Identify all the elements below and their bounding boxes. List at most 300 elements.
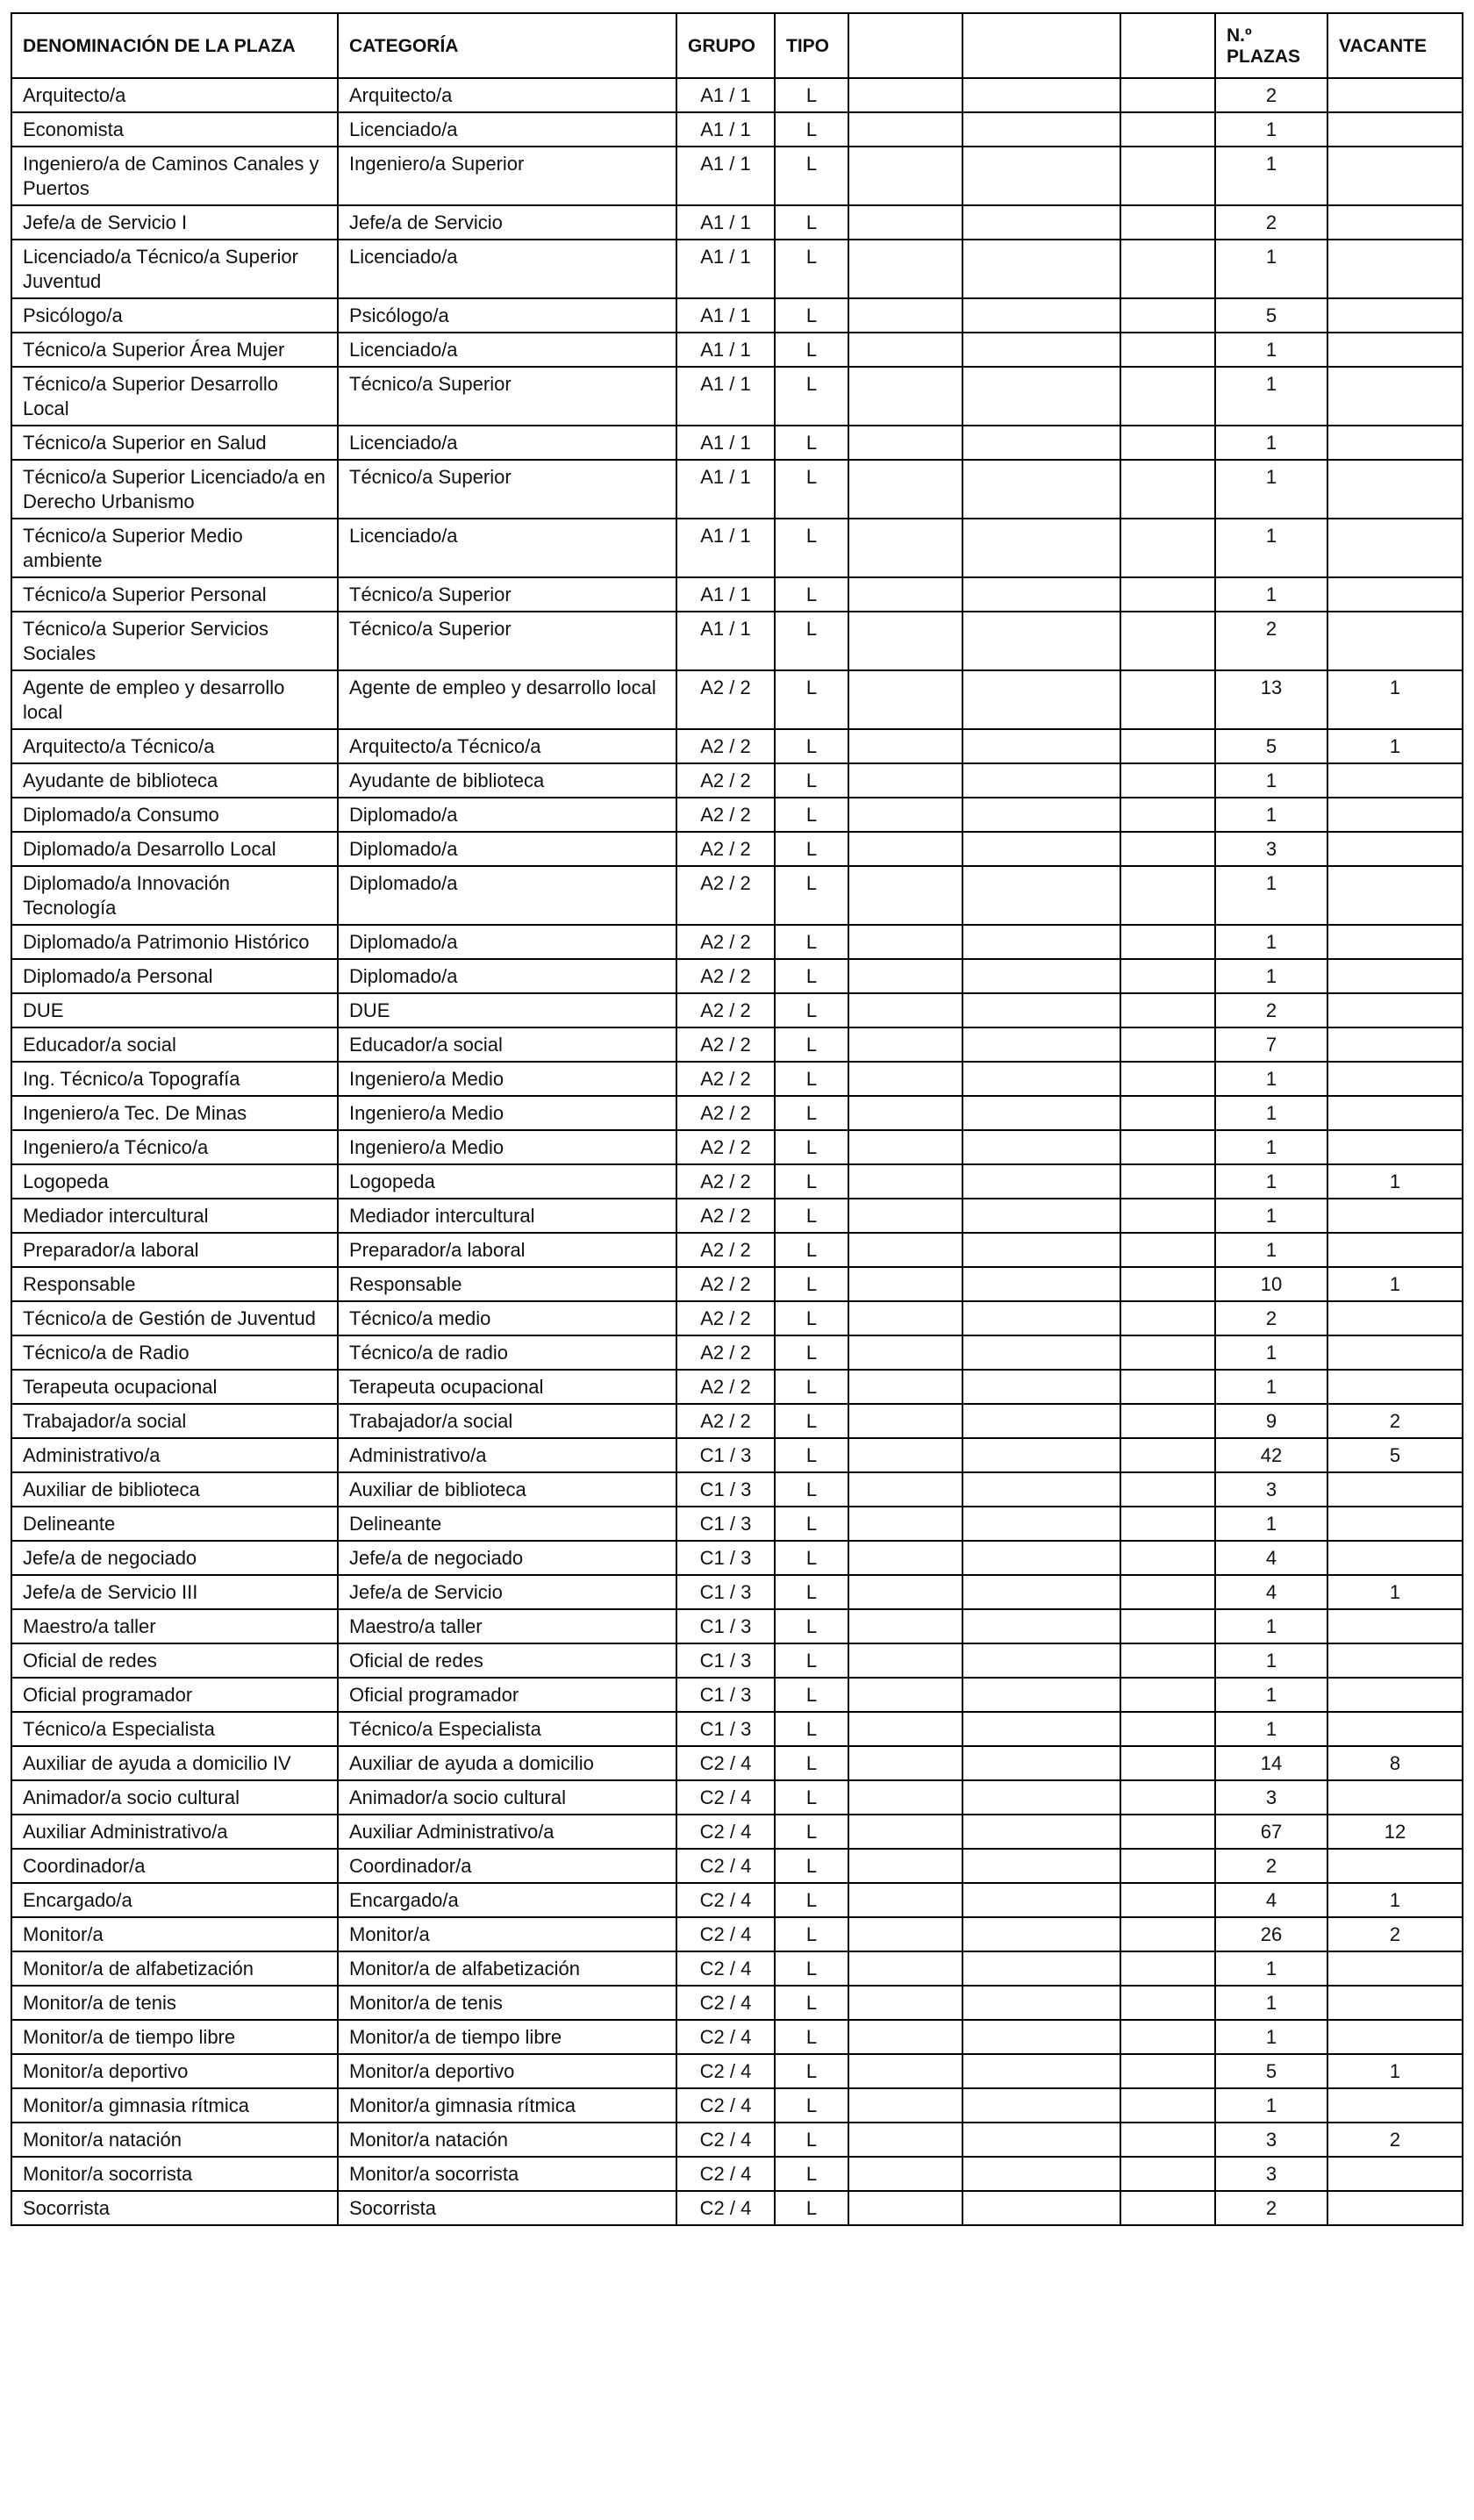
cell-tipo: L — [775, 1917, 848, 1951]
cell-tipo: L — [775, 1849, 848, 1883]
cell-blank-2 — [962, 2020, 1120, 2054]
cell-blank-1 — [848, 1849, 962, 1883]
cell-blank-3 — [1120, 519, 1215, 577]
table-row — [11, 78, 1463, 112]
cell-vacante — [1327, 1370, 1463, 1404]
cell-blank-3 — [1120, 1370, 1215, 1404]
cell-tipo: L — [775, 1438, 848, 1472]
cell-vacante — [1327, 1643, 1463, 1678]
header-vacante: VACANTE — [1327, 13, 1463, 78]
cell-tipo: L — [775, 866, 848, 925]
cell-categoria: Licenciado/a — [338, 112, 676, 147]
cell-blank-3 — [1120, 2191, 1215, 2225]
cell-plazas: 5 — [1215, 2054, 1327, 2088]
cell-blank-2 — [962, 333, 1120, 367]
cell-blank-2 — [962, 1438, 1120, 1472]
cell-blank-3 — [1120, 729, 1215, 763]
cell-blank-3 — [1120, 670, 1215, 729]
cell-categoria: Diplomado/a — [338, 925, 676, 959]
table-row — [11, 1164, 1463, 1199]
cell-grupo: C1 / 3 — [676, 1472, 775, 1507]
cell-denominacion: Ingeniero/a Técnico/a — [11, 1130, 338, 1164]
table-row — [11, 426, 1463, 460]
cell-tipo: L — [775, 1370, 848, 1404]
cell-plazas: 14 — [1215, 1746, 1327, 1780]
cell-denominacion: Ing. Técnico/a Topografía — [11, 1062, 338, 1096]
cell-plazas: 13 — [1215, 670, 1327, 729]
cell-blank-3 — [1120, 763, 1215, 798]
cell-vacante — [1327, 798, 1463, 832]
cell-categoria: Auxiliar de ayuda a domicilio — [338, 1746, 676, 1780]
cell-grupo: C2 / 4 — [676, 1746, 775, 1780]
cell-categoria: Terapeuta ocupacional — [338, 1370, 676, 1404]
cell-categoria: Monitor/a de tenis — [338, 1986, 676, 2020]
cell-vacante — [1327, 78, 1463, 112]
cell-plazas: 10 — [1215, 1267, 1327, 1301]
cell-grupo: A2 / 2 — [676, 798, 775, 832]
cell-blank-1 — [848, 333, 962, 367]
cell-grupo: C2 / 4 — [676, 1951, 775, 1986]
cell-vacante: 12 — [1327, 1815, 1463, 1849]
cell-blank-1 — [848, 1712, 962, 1746]
cell-categoria: Delineante — [338, 1507, 676, 1541]
cell-vacante — [1327, 240, 1463, 298]
cell-plazas: 1 — [1215, 2088, 1327, 2123]
cell-blank-3 — [1120, 1746, 1215, 1780]
cell-grupo: A1 / 1 — [676, 333, 775, 367]
cell-grupo: C2 / 4 — [676, 2054, 775, 2088]
cell-blank-2 — [962, 1130, 1120, 1164]
cell-blank-2 — [962, 1917, 1120, 1951]
cell-blank-3 — [1120, 866, 1215, 925]
cell-blank-3 — [1120, 2088, 1215, 2123]
cell-blank-1 — [848, 1130, 962, 1164]
cell-categoria: Jefe/a de Servicio — [338, 205, 676, 240]
cell-tipo: L — [775, 298, 848, 333]
cell-vacante — [1327, 298, 1463, 333]
table-row — [11, 763, 1463, 798]
cell-plazas: 2 — [1215, 1849, 1327, 1883]
cell-plazas: 1 — [1215, 426, 1327, 460]
cell-categoria: Técnico/a Especialista — [338, 1712, 676, 1746]
cell-categoria: Animador/a socio cultural — [338, 1780, 676, 1815]
table-row — [11, 1335, 1463, 1370]
table-row — [11, 577, 1463, 612]
cell-blank-3 — [1120, 1233, 1215, 1267]
table-body — [11, 78, 1463, 2225]
cell-vacante: 1 — [1327, 1267, 1463, 1301]
cell-vacante — [1327, 1849, 1463, 1883]
cell-blank-1 — [848, 1062, 962, 1096]
table-row — [11, 1027, 1463, 1062]
cell-grupo: A2 / 2 — [676, 832, 775, 866]
cell-blank-2 — [962, 729, 1120, 763]
cell-blank-3 — [1120, 2054, 1215, 2088]
cell-plazas: 4 — [1215, 1541, 1327, 1575]
cell-blank-3 — [1120, 2123, 1215, 2157]
cell-denominacion: Arquitecto/a Técnico/a — [11, 729, 338, 763]
cell-blank-1 — [848, 1438, 962, 1472]
cell-categoria: Técnico/a Superior — [338, 367, 676, 426]
cell-denominacion: Jefe/a de negociado — [11, 1541, 338, 1575]
cell-plazas: 5 — [1215, 298, 1327, 333]
cell-categoria: Licenciado/a — [338, 426, 676, 460]
cell-blank-2 — [962, 1849, 1120, 1883]
cell-categoria: Administrativo/a — [338, 1438, 676, 1472]
header-blank-3 — [1120, 13, 1215, 78]
cell-plazas: 2 — [1215, 993, 1327, 1027]
cell-grupo: A2 / 2 — [676, 1267, 775, 1301]
table-row — [11, 1678, 1463, 1712]
table-row — [11, 1438, 1463, 1472]
cell-blank-3 — [1120, 1096, 1215, 1130]
cell-blank-2 — [962, 2157, 1120, 2191]
cell-categoria: Técnico/a Superior — [338, 577, 676, 612]
cell-blank-1 — [848, 993, 962, 1027]
cell-tipo: L — [775, 1472, 848, 1507]
cell-plazas: 1 — [1215, 460, 1327, 519]
cell-blank-3 — [1120, 1438, 1215, 1472]
cell-tipo: L — [775, 78, 848, 112]
cell-categoria: Licenciado/a — [338, 333, 676, 367]
cell-blank-2 — [962, 1883, 1120, 1917]
cell-plazas: 1 — [1215, 577, 1327, 612]
cell-blank-2 — [962, 78, 1120, 112]
cell-grupo: A2 / 2 — [676, 1301, 775, 1335]
cell-plazas: 2 — [1215, 78, 1327, 112]
cell-grupo: A2 / 2 — [676, 1199, 775, 1233]
cell-tipo: L — [775, 2191, 848, 2225]
cell-vacante — [1327, 460, 1463, 519]
cell-blank-1 — [848, 1164, 962, 1199]
cell-grupo: A2 / 2 — [676, 1404, 775, 1438]
cell-vacante — [1327, 1712, 1463, 1746]
cell-blank-2 — [962, 2191, 1120, 2225]
header-blank-1 — [848, 13, 962, 78]
cell-blank-1 — [848, 1575, 962, 1609]
cell-plazas: 1 — [1215, 147, 1327, 205]
table-row — [11, 367, 1463, 426]
cell-denominacion: Técnico/a Superior en Salud — [11, 426, 338, 460]
cell-tipo: L — [775, 763, 848, 798]
cell-denominacion: Técnico/a Superior Licenciado/a en Derecho Urbanismo — [11, 460, 338, 519]
cell-plazas: 1 — [1215, 1507, 1327, 1541]
cell-blank-1 — [848, 2123, 962, 2157]
table-row — [11, 1541, 1463, 1575]
cell-vacante — [1327, 763, 1463, 798]
table-row — [11, 1986, 1463, 2020]
cell-denominacion: Ayudante de biblioteca — [11, 763, 338, 798]
cell-grupo: A2 / 2 — [676, 1370, 775, 1404]
cell-vacante — [1327, 426, 1463, 460]
cell-categoria: Licenciado/a — [338, 240, 676, 298]
cell-grupo: C2 / 4 — [676, 1780, 775, 1815]
cell-grupo: A2 / 2 — [676, 1335, 775, 1370]
cell-blank-3 — [1120, 798, 1215, 832]
cell-blank-2 — [962, 763, 1120, 798]
cell-blank-2 — [962, 426, 1120, 460]
cell-tipo: L — [775, 1335, 848, 1370]
cell-plazas: 1 — [1215, 519, 1327, 577]
cell-blank-1 — [848, 426, 962, 460]
cell-blank-3 — [1120, 1951, 1215, 1986]
cell-blank-3 — [1120, 1678, 1215, 1712]
cell-tipo: L — [775, 2020, 848, 2054]
cell-blank-3 — [1120, 1780, 1215, 1815]
cell-grupo: A2 / 2 — [676, 1027, 775, 1062]
cell-blank-3 — [1120, 1883, 1215, 1917]
cell-plazas: 1 — [1215, 798, 1327, 832]
cell-grupo: A1 / 1 — [676, 367, 775, 426]
cell-blank-3 — [1120, 2020, 1215, 2054]
cell-grupo: C2 / 4 — [676, 2191, 775, 2225]
cell-blank-1 — [848, 460, 962, 519]
table-row — [11, 1849, 1463, 1883]
cell-plazas: 3 — [1215, 832, 1327, 866]
cell-denominacion: Agente de empleo y desarrollo local — [11, 670, 338, 729]
table-row — [11, 1575, 1463, 1609]
table-row — [11, 2123, 1463, 2157]
cell-plazas: 1 — [1215, 1096, 1327, 1130]
cell-denominacion: Trabajador/a social — [11, 1404, 338, 1438]
cell-blank-1 — [848, 1404, 962, 1438]
cell-denominacion: Preparador/a laboral — [11, 1233, 338, 1267]
table-row — [11, 2054, 1463, 2088]
cell-vacante — [1327, 1678, 1463, 1712]
cell-denominacion: Diplomado/a Personal — [11, 959, 338, 993]
cell-blank-2 — [962, 612, 1120, 670]
cell-denominacion: Psicólogo/a — [11, 298, 338, 333]
cell-blank-3 — [1120, 925, 1215, 959]
cell-tipo: L — [775, 2157, 848, 2191]
plazas-table — [11, 12, 1463, 2226]
cell-denominacion: Auxiliar de ayuda a domicilio IV — [11, 1746, 338, 1780]
cell-categoria: Monitor/a deportivo — [338, 2054, 676, 2088]
header-row — [11, 13, 1463, 78]
table-row — [11, 1951, 1463, 1986]
cell-blank-3 — [1120, 1507, 1215, 1541]
cell-plazas: 9 — [1215, 1404, 1327, 1438]
cell-blank-2 — [962, 2054, 1120, 2088]
cell-grupo: A1 / 1 — [676, 460, 775, 519]
cell-blank-1 — [848, 729, 962, 763]
cell-blank-2 — [962, 959, 1120, 993]
cell-categoria: Ingeniero/a Medio — [338, 1130, 676, 1164]
cell-blank-3 — [1120, 426, 1215, 460]
cell-grupo: A2 / 2 — [676, 1164, 775, 1199]
cell-vacante — [1327, 1541, 1463, 1575]
cell-tipo: L — [775, 1780, 848, 1815]
cell-denominacion: Administrativo/a — [11, 1438, 338, 1472]
cell-blank-2 — [962, 2123, 1120, 2157]
cell-plazas: 7 — [1215, 1027, 1327, 1062]
table-row — [11, 1883, 1463, 1917]
cell-blank-3 — [1120, 1335, 1215, 1370]
cell-plazas: 42 — [1215, 1438, 1327, 1472]
cell-tipo: L — [775, 1746, 848, 1780]
cell-blank-1 — [848, 866, 962, 925]
cell-blank-3 — [1120, 1917, 1215, 1951]
cell-blank-3 — [1120, 1575, 1215, 1609]
cell-tipo: L — [775, 2123, 848, 2157]
cell-grupo: C1 / 3 — [676, 1541, 775, 1575]
cell-grupo: C2 / 4 — [676, 2123, 775, 2157]
cell-denominacion: Logopeda — [11, 1164, 338, 1199]
cell-denominacion: Oficial programador — [11, 1678, 338, 1712]
table-row — [11, 1233, 1463, 1267]
cell-vacante — [1327, 832, 1463, 866]
cell-vacante — [1327, 333, 1463, 367]
cell-plazas: 1 — [1215, 1370, 1327, 1404]
cell-tipo: L — [775, 1507, 848, 1541]
cell-plazas: 1 — [1215, 333, 1327, 367]
table-row — [11, 147, 1463, 205]
cell-denominacion: Monitor/a de tenis — [11, 1986, 338, 2020]
table-row — [11, 729, 1463, 763]
cell-grupo: C1 / 3 — [676, 1678, 775, 1712]
cell-tipo: L — [775, 1164, 848, 1199]
cell-blank-1 — [848, 2020, 962, 2054]
cell-tipo: L — [775, 1883, 848, 1917]
cell-vacante: 2 — [1327, 1917, 1463, 1951]
cell-denominacion: Socorrista — [11, 2191, 338, 2225]
cell-plazas: 1 — [1215, 1164, 1327, 1199]
cell-plazas: 2 — [1215, 1301, 1327, 1335]
cell-categoria: Diplomado/a — [338, 798, 676, 832]
table-row — [11, 925, 1463, 959]
cell-denominacion: Técnico/a Superior Desarrollo Local — [11, 367, 338, 426]
cell-blank-2 — [962, 1609, 1120, 1643]
header-grupo: GRUPO — [676, 13, 775, 78]
cell-plazas: 3 — [1215, 1472, 1327, 1507]
cell-denominacion: Terapeuta ocupacional — [11, 1370, 338, 1404]
cell-vacante — [1327, 1472, 1463, 1507]
table-row — [11, 670, 1463, 729]
cell-blank-1 — [848, 367, 962, 426]
cell-plazas: 1 — [1215, 1199, 1327, 1233]
cell-blank-1 — [848, 1027, 962, 1062]
table-row — [11, 112, 1463, 147]
cell-vacante: 1 — [1327, 2054, 1463, 2088]
cell-plazas: 1 — [1215, 2020, 1327, 2054]
cell-blank-2 — [962, 1746, 1120, 1780]
cell-tipo: L — [775, 1199, 848, 1233]
cell-vacante: 2 — [1327, 2123, 1463, 2157]
cell-categoria: Diplomado/a — [338, 959, 676, 993]
cell-blank-3 — [1120, 298, 1215, 333]
table-row — [11, 298, 1463, 333]
cell-blank-2 — [962, 993, 1120, 1027]
cell-blank-3 — [1120, 959, 1215, 993]
cell-plazas: 1 — [1215, 1130, 1327, 1164]
cell-denominacion: Técnico/a Especialista — [11, 1712, 338, 1746]
cell-vacante — [1327, 1027, 1463, 1062]
cell-vacante — [1327, 959, 1463, 993]
cell-plazas: 1 — [1215, 1712, 1327, 1746]
cell-tipo: L — [775, 612, 848, 670]
cell-categoria: Diplomado/a — [338, 866, 676, 925]
cell-plazas: 2 — [1215, 612, 1327, 670]
table-row — [11, 1609, 1463, 1643]
cell-categoria: Jefe/a de Servicio — [338, 1575, 676, 1609]
cell-blank-3 — [1120, 1815, 1215, 1849]
cell-plazas: 1 — [1215, 1062, 1327, 1096]
cell-tipo: L — [775, 205, 848, 240]
cell-grupo: A2 / 2 — [676, 1096, 775, 1130]
cell-denominacion: Monitor/a de tiempo libre — [11, 2020, 338, 2054]
cell-tipo: L — [775, 1027, 848, 1062]
cell-vacante — [1327, 1609, 1463, 1643]
table-row — [11, 205, 1463, 240]
cell-blank-3 — [1120, 1712, 1215, 1746]
cell-vacante — [1327, 205, 1463, 240]
cell-plazas: 1 — [1215, 925, 1327, 959]
cell-categoria: Arquitecto/a — [338, 78, 676, 112]
cell-blank-2 — [962, 1164, 1120, 1199]
cell-plazas: 1 — [1215, 959, 1327, 993]
cell-blank-2 — [962, 1301, 1120, 1335]
table-row — [11, 993, 1463, 1027]
cell-tipo: L — [775, 993, 848, 1027]
cell-blank-2 — [962, 147, 1120, 205]
cell-categoria: Trabajador/a social — [338, 1404, 676, 1438]
cell-tipo: L — [775, 1678, 848, 1712]
cell-denominacion: Jefe/a de Servicio III — [11, 1575, 338, 1609]
cell-denominacion: DUE — [11, 993, 338, 1027]
cell-blank-2 — [962, 832, 1120, 866]
cell-grupo: A2 / 2 — [676, 670, 775, 729]
cell-tipo: L — [775, 367, 848, 426]
cell-blank-2 — [962, 577, 1120, 612]
cell-blank-2 — [962, 112, 1120, 147]
cell-blank-2 — [962, 1267, 1120, 1301]
cell-denominacion: Ingeniero/a Tec. De Minas — [11, 1096, 338, 1130]
header-tipo: TIPO — [775, 13, 848, 78]
cell-categoria: Educador/a social — [338, 1027, 676, 1062]
cell-categoria: Jefe/a de negociado — [338, 1541, 676, 1575]
cell-denominacion: Educador/a social — [11, 1027, 338, 1062]
cell-tipo: L — [775, 1233, 848, 1267]
table-row — [11, 1746, 1463, 1780]
cell-blank-1 — [848, 612, 962, 670]
cell-grupo: C2 / 4 — [676, 1986, 775, 2020]
table-row — [11, 2191, 1463, 2225]
cell-blank-1 — [848, 147, 962, 205]
cell-blank-3 — [1120, 1472, 1215, 1507]
cell-blank-2 — [962, 1096, 1120, 1130]
cell-grupo: A1 / 1 — [676, 112, 775, 147]
cell-blank-1 — [848, 1096, 962, 1130]
cell-blank-1 — [848, 205, 962, 240]
cell-blank-3 — [1120, 1164, 1215, 1199]
cell-categoria: Técnico/a Superior — [338, 612, 676, 670]
cell-blank-2 — [962, 519, 1120, 577]
cell-vacante — [1327, 1130, 1463, 1164]
cell-blank-1 — [848, 1883, 962, 1917]
cell-denominacion: Técnico/a de Gestión de Juventud — [11, 1301, 338, 1335]
cell-tipo: L — [775, 1951, 848, 1986]
cell-blank-3 — [1120, 993, 1215, 1027]
cell-blank-3 — [1120, 832, 1215, 866]
cell-blank-1 — [848, 1370, 962, 1404]
cell-blank-1 — [848, 1780, 962, 1815]
cell-denominacion: Diplomado/a Patrimonio Histórico — [11, 925, 338, 959]
cell-blank-1 — [848, 1267, 962, 1301]
cell-categoria: Oficial de redes — [338, 1643, 676, 1678]
cell-blank-2 — [962, 205, 1120, 240]
cell-tipo: L — [775, 670, 848, 729]
cell-plazas: 4 — [1215, 1575, 1327, 1609]
